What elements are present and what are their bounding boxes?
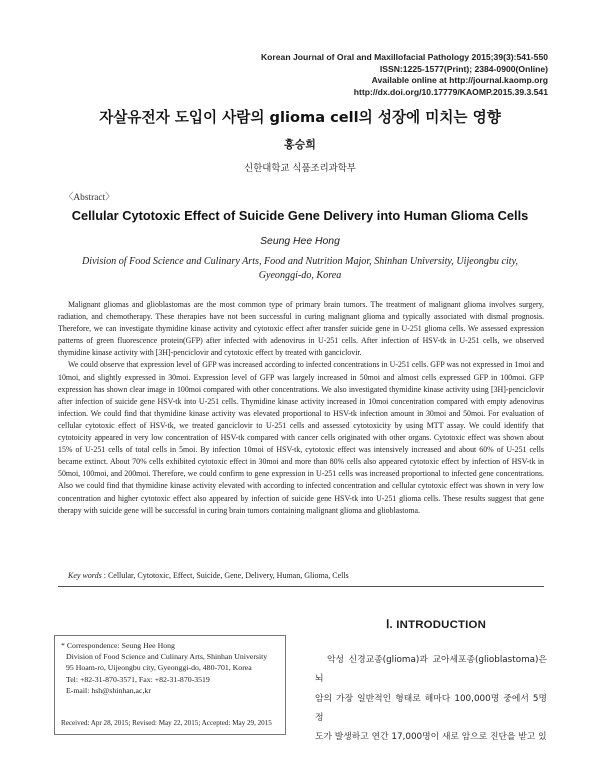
introduction-heading: Ⅰ. INTRODUCTION — [386, 619, 487, 631]
korean-title: 자살유전자 도입이 사람의 glioma cell의 성장에 미치는 영향 — [99, 109, 501, 126]
abstract-label: 〈Abstract〉 — [64, 193, 115, 203]
keywords-label: Key words — [68, 571, 102, 580]
english-title: Cellular Cytotoxic Effect of Suicide Gene Delivery into Human Glioma Cells — [71, 208, 529, 223]
abstract-body — [58, 299, 544, 517]
correspondence-box — [54, 635, 286, 735]
journal-citation: Korean Journal of Oral and Maxillofacial Pathology 2015;39(3):541-550 — [260, 52, 548, 62]
correspondence-address: 95 Hoam-ro, Uijeongbu city, Gyeonggi-do, 480-701, Korea — [66, 663, 252, 673]
journal-url: Available online at http://journal.kaomp.org — [371, 75, 548, 86]
abstract-paragraph-2: We could observe that expression level of GFP was increased according to infected concentrations in U-251 cells. GFP was not expressed in 1moi and 10moi, and slightly expressed in 30moi. Expression level of GFP was largely increased in 50moi and almost cells expressed GFP in 100moi. GFP expression has shown clear image in 100moi compared with other concentrations. We also investigated thymidine kinase activity using [3H]-penciclovir after infection of suicide gene HSV-tk into U-251 cells. Thymidine kinase activity increased in 10moi concentration compared with empty adenovirus infection. We could find that thymidine kinase activity was elevated proportional to HSV-tk infection amount in 30moi and 50moi. For evaluation of cellular cytotoxic effect of HSV-tk, we treated ganciclovir to U-251 cells and assessed cytotoxicity by using MTT assay. We could identify that cytotoicity appeared in very low concentration of HSV-tk compared with cancer cells originated with other organs. Cytotoxic effect was shown about 15% of U-251 cells of total cells in 5moi. By infection 10moi of HSV-tk, cytotoxic effect was intensively increased and about 60% of U-251 cells became extinct. About 70% cells exhibited cytotoxic effect in 30moi and more than 80% cells also appeared cytotoxic effect by infection of HSV-tk in 50moi, 100moi, and 200moi. Therefore, we could confirm to gene expression in U-251 cells was increased proportional to infected gene concentrations. Also we could find that thymidine kinase activity elevated with according to infected concentration and cellular cytotoxic effect was shown in very low concentration and higher cytotoxic effect also appeared by infection of suicide gene HSV-tk into U-251 glioma cells. These results suggest that gene therapy with suicide gene will be successful in curing brain tumors containing malignant glioma and glioblastoma. — [58, 360, 544, 515]
journal-issn: ISSN:1225-1577(Print); 2384-0900(Online) — [379, 63, 548, 74]
introduction-line-3: 도가 발생하고 연간 17,000명이 새로 암으로 진단을 받고 있 — [315, 732, 547, 743]
received-dates: Received: Apr 28, 2015; Revised: May 22, 2015; Accepted: May 29, 2015 — [61, 718, 272, 727]
journal-header — [261, 52, 548, 98]
korean-author: 홍승희 — [284, 138, 316, 151]
introduction-line-2: 암의 가장 일반적인 형태로 해마다 100,000명 중에서 5명 정 — [315, 693, 547, 723]
keywords-separator: : — [101, 571, 108, 580]
journal-doi: http://dx.doi.org/10.17779/KAOMP.2015.39.3.541 — [353, 86, 548, 97]
section-divider — [58, 586, 544, 587]
introduction-line-1: 악성 신경교종(glioma)과 교아세포종(glioblastoma)은 뇌 — [315, 655, 547, 685]
correspondence-phone: Tel: +82-31-870-3571, Fax: +82-31-870-3519 — [66, 674, 210, 684]
abstract-paragraph-1: Malignant gliomas and glioblastomas are the most common type of primary brain tumors. The treatment of malignant glioma involves surgery, radiation, and chemotherapy. These therapies have not been successful in curing malignant glioma and typically associated with dismal prognosis. Therefore, we can investigate thymidine kinase activity and cytotoxic effect after transfer suicide gene in U-251 glioma cells. We assessed expression patterns of green fluorescence protein(GFP) after infected with adenovirus in U-251 cells. After infection of HSV-tk in U-251 cells, we observed thymidine kinase activity with [3H]-penciclovir and cytotoxic effect by treated with ganciclovir. — [58, 300, 544, 358]
keywords — [68, 571, 349, 580]
introduction-body — [315, 651, 547, 747]
correspondence-division: Division of Food Science and Culinary Arts, Shinhan University — [66, 652, 268, 662]
correspondence-email: E-mail: hsh@shinhan,ac,kr — [66, 685, 151, 695]
english-author: Seung Hee Hong — [260, 236, 340, 247]
correspondence-header: * Correspondence: Seung Hee Hong — [61, 641, 175, 650]
korean-affiliation: 신한대학교 식품조리과학부 — [244, 163, 356, 174]
keywords-list: Cellular, Cytotoxic, Effect, Suicide, Gene, Delivery, Human, Glioma, Cells — [107, 571, 349, 580]
english-affiliation: Division of Food Science and Culinary Arts, Food and Nutrition Major, Shinhan University, Uijeongbu city, Gyeonggi-do, Korea — [81, 256, 519, 281]
